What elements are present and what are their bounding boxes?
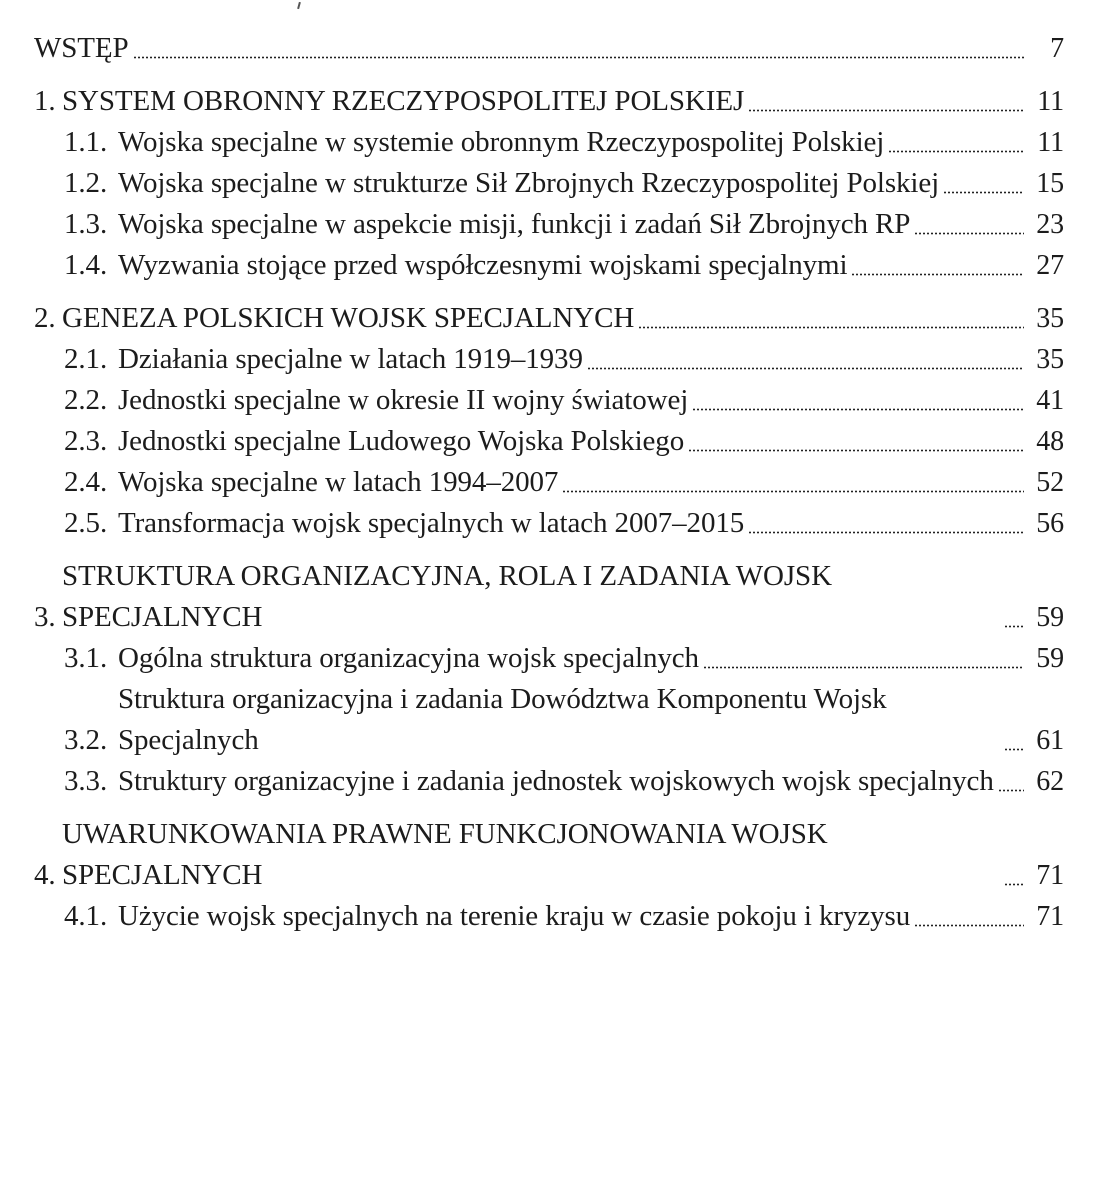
- chapter-page: 59: [1036, 602, 1064, 633]
- section-page: 48: [1036, 426, 1064, 457]
- chapter-page: 35: [1036, 303, 1064, 334]
- stray-ink-mark: [297, 2, 301, 9]
- section-page: 11: [1037, 127, 1064, 158]
- section-page: 35: [1036, 344, 1064, 375]
- section-page: 23: [1036, 209, 1064, 240]
- toc-section-entry: [34, 245, 1064, 286]
- toc-section-entry: [34, 204, 1064, 245]
- leader-dots: [914, 232, 1024, 235]
- section-number: 3.2.: [64, 724, 108, 756]
- section-number: 2.5.: [64, 507, 108, 539]
- chapter-title: UWARUNKOWANIA PRAWNE FUNKCJONOWANIA WOJSK SPECJALNYCH: [62, 818, 828, 891]
- toc-chapter-4-group: [34, 814, 1064, 937]
- chapter-title: GENEZA POLSKICH WOJSK SPECJALNYCH: [62, 302, 635, 334]
- leader-dots: [748, 109, 1024, 112]
- section-page: 59: [1036, 643, 1064, 674]
- section-title: Użycie wojsk specjalnych na terenie kraju w czasie pokoju i kryzysu: [118, 900, 911, 932]
- chapter-title: STRUKTURA ORGANIZACYJNA, ROLA I ZADANIA WOJSK SPECJALNYCH: [62, 560, 832, 633]
- section-page: 15: [1036, 168, 1064, 199]
- section-number: 3.1.: [64, 642, 108, 674]
- section-number: 3.3.: [64, 765, 108, 797]
- leader-dots: [998, 789, 1024, 792]
- section-page: 56: [1036, 508, 1064, 539]
- toc-section-entry: [34, 380, 1064, 421]
- toc-section-entry: [34, 761, 1064, 802]
- section-number: 1.2.: [64, 167, 108, 199]
- leader-dots: [748, 531, 1024, 534]
- toc-intro-page: 7: [1050, 33, 1064, 64]
- toc-section-entry: [34, 421, 1064, 462]
- leader-dots: [638, 326, 1024, 329]
- toc-chapter-heading: [34, 81, 1064, 122]
- section-title: Wojska specjalne w systemie obronnym Rzeczypospolitej Polskiej: [118, 126, 885, 158]
- section-title: Transformacja wojsk specjalnych w latach 2007–2015: [118, 507, 745, 539]
- toc-chapter-2-group: [34, 298, 1064, 544]
- chapter-number: 2.: [34, 302, 56, 334]
- section-title: Struktura organizacyjna i zadania Dowództwa Komponentu Wojsk Specjalnych: [118, 683, 887, 756]
- section-page: 27: [1036, 250, 1064, 281]
- toc-section-entry: [34, 163, 1064, 204]
- leader-dots: [688, 449, 1024, 452]
- chapter-number: 4.: [34, 859, 56, 891]
- section-number: 2.4.: [64, 466, 108, 498]
- toc-section-entry: [34, 462, 1064, 503]
- toc-section-entry: [34, 122, 1064, 163]
- leader-dots: [562, 490, 1024, 493]
- toc-section-entry: [34, 503, 1064, 544]
- chapter-title: SYSTEM OBRONNY RZECZYPOSPOLITEJ POLSKIEJ: [62, 85, 745, 117]
- chapter-page: 71: [1036, 860, 1064, 891]
- section-title: Jednostki specjalne w okresie II wojny światowej: [118, 384, 689, 416]
- toc-chapter-heading: [34, 556, 1064, 638]
- section-page: 52: [1036, 467, 1064, 498]
- toc-section-entry: [34, 638, 1064, 679]
- toc-section-entry: [34, 339, 1064, 380]
- section-page: 41: [1036, 385, 1064, 416]
- chapter-number: 1.: [34, 85, 56, 117]
- leader-dots: [1004, 883, 1024, 886]
- section-page: 61: [1036, 725, 1064, 756]
- section-number: 1.4.: [64, 249, 108, 281]
- leader-dots: [133, 56, 1024, 59]
- leader-dots: [587, 367, 1024, 370]
- section-title: Działania specjalne w latach 1919–1939: [118, 343, 583, 375]
- leader-dots: [703, 666, 1024, 669]
- toc-chapter-1-group: [34, 81, 1064, 286]
- section-title: Wyzwania stojące przed współczesnymi wojskami specjalnymi: [118, 249, 848, 281]
- leader-dots: [851, 273, 1024, 276]
- section-number: 2.1.: [64, 343, 108, 375]
- section-title: Jednostki specjalne Ludowego Wojska Polskiego: [118, 425, 685, 457]
- section-page: 71: [1036, 901, 1064, 932]
- toc-section-entry: [34, 896, 1064, 937]
- toc-intro-title: WSTĘP: [34, 32, 129, 64]
- leader-dots: [914, 924, 1024, 927]
- leader-dots: [692, 408, 1024, 411]
- section-page: 62: [1036, 766, 1064, 797]
- table-of-contents: [34, 28, 1064, 937]
- section-number: 2.2.: [64, 384, 108, 416]
- toc-entry-intro: [34, 28, 1064, 69]
- toc-chapter-heading: [34, 298, 1064, 339]
- chapter-page: 11: [1037, 86, 1064, 117]
- toc-intro-group: [34, 28, 1064, 69]
- chapter-number: 3.: [34, 601, 56, 633]
- toc-section-entry: [34, 679, 1064, 761]
- section-number: 4.1.: [64, 900, 108, 932]
- section-title: Struktury organizacyjne i zadania jednostek wojskowych wojsk specjalnych: [118, 765, 994, 797]
- leader-dots: [888, 150, 1024, 153]
- toc-chapter-heading: [34, 814, 1064, 896]
- section-title: Wojska specjalne w aspekcie misji, funkcji i zadań Sił Zbrojnych RP: [118, 208, 911, 240]
- leader-dots: [1004, 625, 1024, 628]
- section-number: 1.3.: [64, 208, 108, 240]
- section-title: Ogólna struktura organizacyjna wojsk specjalnych: [118, 642, 699, 674]
- section-number: 1.1.: [64, 126, 108, 158]
- leader-dots: [943, 191, 1024, 194]
- section-number: 2.3.: [64, 425, 108, 457]
- leader-dots: [1004, 748, 1024, 751]
- toc-chapter-3-group: [34, 556, 1064, 802]
- section-title: Wojska specjalne w strukturze Sił Zbrojnych Rzeczypospolitej Polskiej: [118, 167, 940, 199]
- section-title: Wojska specjalne w latach 1994–2007: [118, 466, 559, 498]
